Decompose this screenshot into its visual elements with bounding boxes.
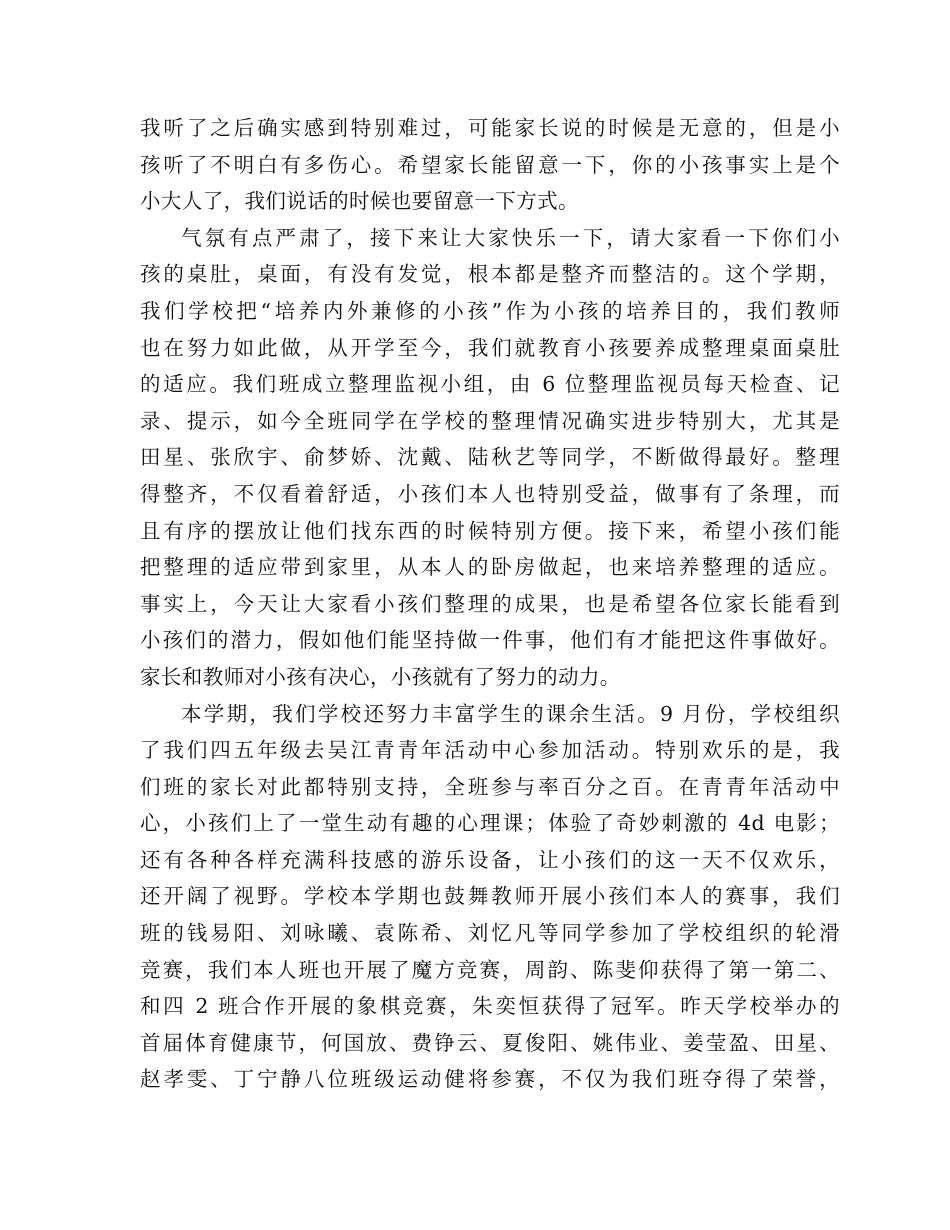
text-line: 的适应。我们班成立整理监视小组，由 6 位整理监视员每天检查、记 [140, 372, 840, 397]
text-line: 竞赛，我们本人班也开展了魔方竞赛，周韵、陈斐仰获得了第一第二、 [140, 957, 840, 982]
text-line: 且有序的摆放让他们找东西的时候特别方便。接下来，希望小孩们能 [140, 518, 840, 543]
text-line: 得整齐，不仅看着舒适，小孩们本人也特别受益，做事有了条理，而 [140, 481, 840, 506]
text-line: 了我们四五年级去吴江青青年活动中心参加活动。特别欢乐的是，我 [140, 738, 840, 763]
text-line: 班的钱易阳、刘咏曦、袁陈希、刘忆凡等同学参加了学校组织的轮滑 [140, 921, 840, 946]
text-line: 还开阔了视野。学校本学期也鼓舞教师开展小孩们本人的赛事，我们 [140, 884, 840, 909]
text-line: 田星、张欣宇、俞梦娇、沈戴、陆秋艺等同学，不断做得最好。整理 [140, 445, 840, 470]
paragraph-first-line: 本学期，我们学校还努力丰富学生的课余生活。9 月份，学校组织 [181, 701, 840, 726]
body-text [140, 110, 840, 1098]
text-line: 还有各种各样充满科技感的游乐设备，让小孩们的这一天不仅欢乐， [140, 847, 840, 872]
text-line: 首届体育健康节，何国放、费铮云、夏俊阳、姚伟业、姜莹盈、田星、 [140, 1030, 840, 1055]
text-line: 我听了之后确实感到特别难过，可能家长说的时候是无意的，但是小 [140, 116, 840, 140]
text-line: 事实上，今天让大家看小孩们整理的成果，也是希望各位家长能看到 [140, 591, 840, 616]
text-line: 孩听了不明白有多伤心。希望家长能留意一下，你的小孩事实上是个 [140, 152, 840, 177]
text-line: 小大人了，我们说话的时候也要留意一下方式。 [140, 189, 579, 214]
text-line: 们班的家长对此都特别支持，全班参与率百分之百。在青青年活动中 [140, 774, 840, 799]
text-line: 录、提示，如今全班同学在学校的整理情况确实进步特别大，尤其是 [140, 408, 840, 433]
text-line: 我们学校把“培养内外兼修的小孩”作为小孩的培养目的，我们教师 [140, 298, 840, 323]
text-line: 小孩们的潜力，假如他们能坚持做一件事，他们有才能把这件事做好。 [140, 628, 840, 653]
text-line: 孩的桌肚，桌面，有没有发觉，根本都是整齐而整洁的。这个学期， [140, 262, 840, 287]
text-line: 心，小孩们上了一堂生动有趣的心理课；体验了奇妙刺激的 4d 电影； [140, 811, 840, 836]
text-line: 把整理的适应带到家里，从本人的卧房做起，也来培养整理的适应。 [140, 555, 840, 580]
text-line: 家长和教师对小孩有决心，小孩就有了努力的动力。 [140, 664, 621, 689]
text-line: 也在努力如此做，从开学至今，我们就教育小孩要养成整理桌面桌肚 [140, 335, 840, 360]
text-line: 赵孝雯、丁宁静八位班级运动健将参赛，不仅为我们班夺得了荣誉， [140, 1067, 840, 1092]
paragraph-first-line: 气氛有点严肃了，接下来让大家快乐一下，请大家看一下你们小 [181, 225, 840, 250]
text-line: 和四 2 班合作开展的象棋竞赛，朱奕恒获得了冠军。昨天学校举办的 [140, 994, 840, 1019]
